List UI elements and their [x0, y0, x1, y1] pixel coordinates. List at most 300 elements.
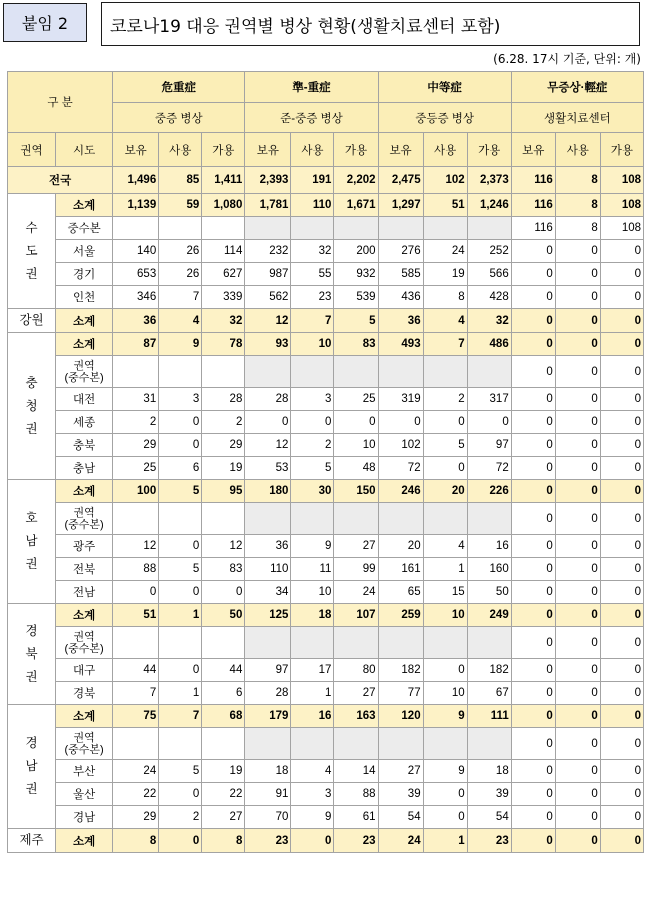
table-cell: 0 [113, 581, 159, 604]
table-cell [113, 217, 159, 240]
table-cell: 53 [245, 457, 291, 480]
table-cell: 111 [467, 705, 511, 728]
city-label: 인천 [56, 286, 113, 309]
table-cell: 125 [245, 604, 291, 627]
table-cell: 1,671 [334, 194, 378, 217]
table-cell: 0 [555, 806, 600, 829]
table-cell: 0 [600, 356, 643, 388]
table-cell: 486 [467, 333, 511, 356]
table-cell: 120 [378, 705, 423, 728]
table-cell: 0 [600, 627, 643, 659]
table-cell [159, 627, 202, 659]
attachment-badge: 붙임 2 [3, 3, 87, 42]
table-cell: 93 [245, 333, 291, 356]
table-cell: 4 [159, 309, 202, 333]
table-cell: 9 [291, 806, 334, 829]
col-region-header: 권역 [8, 133, 56, 167]
table-row [8, 627, 644, 659]
table-cell: 54 [467, 806, 511, 829]
table-cell: 10 [423, 604, 467, 627]
city-label-line1: 권역 [73, 359, 95, 372]
table-cell [202, 627, 245, 659]
table-cell: 0 [159, 783, 202, 806]
table-cell: 0 [291, 411, 334, 434]
table-cell: 32 [291, 240, 334, 263]
table-cell: 6 [202, 682, 245, 705]
table-row [8, 333, 644, 356]
city-label: 세종 [56, 411, 113, 434]
table-cell: 191 [291, 167, 334, 194]
city-label: 서울 [56, 240, 113, 263]
table-cell [113, 728, 159, 760]
table-cell [378, 728, 423, 760]
table-cell: 232 [245, 240, 291, 263]
city-label-line1: 권역 [73, 630, 95, 643]
table-row [8, 411, 644, 434]
table-cell: 0 [511, 411, 555, 434]
table-cell: 0 [600, 783, 643, 806]
table-cell: 0 [555, 682, 600, 705]
city-label: 소계 [56, 705, 113, 728]
table-cell [245, 728, 291, 760]
table-cell: 34 [245, 581, 291, 604]
table-cell: 110 [245, 558, 291, 581]
table-cell: 0 [511, 760, 555, 783]
table-cell: 0 [600, 333, 643, 356]
table-cell: 436 [378, 286, 423, 309]
city-label [56, 356, 113, 388]
table-cell: 7 [291, 309, 334, 333]
table-cell: 91 [245, 783, 291, 806]
table-cell: 22 [202, 783, 245, 806]
table-cell: 0 [555, 829, 600, 853]
table-cell: 4 [423, 309, 467, 333]
region-label: 호 남 권 [8, 480, 56, 604]
table-cell: 116 [511, 217, 555, 240]
table-cell: 0 [555, 480, 600, 503]
table-cell [291, 728, 334, 760]
table-cell: 0 [291, 829, 334, 853]
table-cell [334, 627, 378, 659]
col-label: 사용 [159, 133, 202, 167]
table-cell: 0 [555, 411, 600, 434]
city-label-line1: 권역 [73, 731, 95, 744]
table-cell: 3 [159, 388, 202, 411]
table-cell: 0 [159, 411, 202, 434]
table-cell: 25 [334, 388, 378, 411]
table-cell: 0 [555, 457, 600, 480]
table-cell [245, 627, 291, 659]
table-cell: 18 [467, 760, 511, 783]
table-cell: 23 [245, 829, 291, 853]
city-label: 울산 [56, 783, 113, 806]
table-cell: 1,139 [113, 194, 159, 217]
table-cell: 161 [378, 558, 423, 581]
table-cell: 0 [159, 659, 202, 682]
table-row [8, 457, 644, 480]
table-cell: 160 [467, 558, 511, 581]
table-cell: 0 [511, 434, 555, 457]
table-row [8, 217, 644, 240]
table-cell: 9 [423, 760, 467, 783]
table-cell: 0 [600, 434, 643, 457]
table-cell: 0 [511, 682, 555, 705]
table-cell [113, 356, 159, 388]
table-row [8, 309, 644, 333]
table-cell: 4 [423, 535, 467, 558]
table-cell: 27 [334, 535, 378, 558]
table-cell: 2,475 [378, 167, 423, 194]
table-cell: 108 [600, 167, 643, 194]
table-cell: 0 [600, 659, 643, 682]
col-label: 보유 [245, 133, 291, 167]
table-cell: 252 [467, 240, 511, 263]
table-cell: 932 [334, 263, 378, 286]
table-row [8, 728, 644, 760]
table-cell: 0 [600, 760, 643, 783]
table-cell: 114 [202, 240, 245, 263]
table-cell: 226 [467, 480, 511, 503]
table-cell: 65 [378, 581, 423, 604]
table-cell: 97 [467, 434, 511, 457]
region-label: 경 북 권 [8, 604, 56, 705]
table-cell: 28 [202, 388, 245, 411]
table-cell: 179 [245, 705, 291, 728]
col-label: 사용 [555, 133, 600, 167]
table-cell: 24 [378, 829, 423, 853]
table-cell [245, 503, 291, 535]
table-cell: 0 [511, 263, 555, 286]
table-cell: 0 [600, 457, 643, 480]
table-cell [245, 356, 291, 388]
table-cell [334, 503, 378, 535]
city-label: 소계 [56, 480, 113, 503]
table-cell: 0 [555, 728, 600, 760]
table-cell: 83 [202, 558, 245, 581]
table-cell: 72 [378, 457, 423, 480]
table-cell: 23 [291, 286, 334, 309]
table-cell: 59 [159, 194, 202, 217]
city-label: 경북 [56, 682, 113, 705]
table-cell: 44 [202, 659, 245, 682]
group-semicritical-header: 準-重症 [245, 72, 378, 103]
table-cell: 249 [467, 604, 511, 627]
table-cell: 0 [600, 604, 643, 627]
table-cell [467, 503, 511, 535]
table-cell: 39 [378, 783, 423, 806]
city-label: 소계 [56, 333, 113, 356]
table-cell: 26 [159, 263, 202, 286]
table-cell: 0 [511, 535, 555, 558]
table-cell: 15 [423, 581, 467, 604]
table-cell: 48 [334, 457, 378, 480]
city-label-line2: (중수본) [64, 743, 104, 756]
table-cell: 50 [467, 581, 511, 604]
table-cell: 3 [291, 388, 334, 411]
table-cell: 24 [423, 240, 467, 263]
table-cell: 0 [555, 604, 600, 627]
table-cell: 0 [600, 829, 643, 853]
table-cell: 7 [113, 682, 159, 705]
city-label: 전남 [56, 581, 113, 604]
table-cell: 2 [291, 434, 334, 457]
region-label: 경 남 권 [8, 705, 56, 829]
table-cell: 0 [600, 682, 643, 705]
table-cell: 51 [423, 194, 467, 217]
table-cell: 0 [600, 263, 643, 286]
table-cell: 2 [202, 411, 245, 434]
table-cell [423, 728, 467, 760]
table-cell: 19 [202, 760, 245, 783]
table-cell: 2,202 [334, 167, 378, 194]
table-row [8, 434, 644, 457]
table-cell: 2 [113, 411, 159, 434]
table-cell: 8 [555, 167, 600, 194]
table-row [8, 705, 644, 728]
table-cell: 0 [600, 388, 643, 411]
table-cell: 0 [600, 503, 643, 535]
table-cell: 627 [202, 263, 245, 286]
table-row [8, 558, 644, 581]
table-cell [291, 217, 334, 240]
table-cell: 0 [511, 240, 555, 263]
table-row [8, 194, 644, 217]
table-cell: 24 [113, 760, 159, 783]
city-label: 대전 [56, 388, 113, 411]
table-cell: 0 [555, 263, 600, 286]
table-cell [378, 503, 423, 535]
gubun-header: 구 분 [8, 72, 113, 133]
table-cell: 12 [113, 535, 159, 558]
table-cell: 5 [423, 434, 467, 457]
table-cell [378, 217, 423, 240]
table-cell: 72 [467, 457, 511, 480]
basis-note: (6.28. 17시 기준, 단위: 개) [493, 52, 641, 66]
table-cell: 6 [159, 457, 202, 480]
table-cell: 246 [378, 480, 423, 503]
table-cell: 0 [555, 356, 600, 388]
table-cell: 1,297 [378, 194, 423, 217]
table-cell: 140 [113, 240, 159, 263]
region-label: 강원 [8, 309, 56, 333]
city-label-line2: (중수본) [64, 371, 104, 384]
table-cell: 26 [159, 240, 202, 263]
table-cell: 7 [159, 286, 202, 309]
table-cell: 0 [423, 659, 467, 682]
table-cell: 80 [334, 659, 378, 682]
table-cell: 10 [334, 434, 378, 457]
table-cell: 2 [423, 388, 467, 411]
table-cell: 2,393 [245, 167, 291, 194]
bed-status-table [7, 71, 644, 853]
table-cell: 259 [378, 604, 423, 627]
table-cell: 8 [113, 829, 159, 853]
table-cell: 0 [511, 503, 555, 535]
table-cell: 19 [202, 457, 245, 480]
table-row [8, 659, 644, 682]
table-row [8, 388, 644, 411]
table-cell: 0 [511, 333, 555, 356]
table-cell: 0 [600, 309, 643, 333]
table-cell: 0 [600, 535, 643, 558]
table-row [8, 480, 644, 503]
table-cell: 55 [291, 263, 334, 286]
city-label: 소계 [56, 829, 113, 853]
table-cell: 5 [159, 558, 202, 581]
table-cell: 24 [334, 581, 378, 604]
table-cell: 1,781 [245, 194, 291, 217]
table-cell: 25 [113, 457, 159, 480]
table-cell: 9 [291, 535, 334, 558]
table-cell: 88 [334, 783, 378, 806]
table-cell: 27 [378, 760, 423, 783]
table-row [8, 806, 644, 829]
table-cell: 20 [423, 480, 467, 503]
table-cell: 0 [159, 434, 202, 457]
table-row [8, 581, 644, 604]
table-cell: 9 [159, 333, 202, 356]
table-row [8, 760, 644, 783]
col-label: 가용 [334, 133, 378, 167]
table-cell: 0 [555, 581, 600, 604]
table-cell: 51 [113, 604, 159, 627]
table-cell: 12 [245, 309, 291, 333]
table-cell: 585 [378, 263, 423, 286]
table-cell: 22 [113, 783, 159, 806]
table-cell: 317 [467, 388, 511, 411]
table-cell: 18 [245, 760, 291, 783]
table-cell: 0 [600, 728, 643, 760]
table-row [8, 167, 644, 194]
col-city-header: 시도 [56, 133, 113, 167]
table-cell: 27 [202, 806, 245, 829]
table-cell: 0 [600, 806, 643, 829]
table-cell: 29 [113, 434, 159, 457]
table-cell: 97 [245, 659, 291, 682]
table-cell: 0 [511, 558, 555, 581]
table-cell: 0 [511, 581, 555, 604]
table-cell: 0 [555, 783, 600, 806]
table-cell: 61 [334, 806, 378, 829]
table-cell [467, 356, 511, 388]
table-cell [334, 728, 378, 760]
table-cell: 1,246 [467, 194, 511, 217]
table-cell: 10 [291, 333, 334, 356]
table-cell: 0 [555, 705, 600, 728]
table-cell: 0 [600, 240, 643, 263]
table-cell: 5 [334, 309, 378, 333]
city-label: 경기 [56, 263, 113, 286]
table-cell: 339 [202, 286, 245, 309]
table-cell: 0 [159, 829, 202, 853]
table-cell: 0 [159, 581, 202, 604]
table-cell: 16 [291, 705, 334, 728]
table-cell: 539 [334, 286, 378, 309]
table-cell [378, 627, 423, 659]
table-cell: 116 [511, 167, 555, 194]
table-cell: 83 [334, 333, 378, 356]
table-cell [467, 217, 511, 240]
table-cell: 10 [291, 581, 334, 604]
city-label: 전북 [56, 558, 113, 581]
table-cell: 0 [511, 659, 555, 682]
table-row [8, 263, 644, 286]
city-label: 충남 [56, 457, 113, 480]
table-cell: 0 [600, 480, 643, 503]
city-label [56, 503, 113, 535]
group-critical-header: 危重症 [113, 72, 245, 103]
table-cell: 18 [291, 604, 334, 627]
table-row [8, 604, 644, 627]
table-cell: 36 [245, 535, 291, 558]
table-cell: 108 [600, 217, 643, 240]
table-cell: 319 [378, 388, 423, 411]
table-cell: 0 [600, 705, 643, 728]
col-label: 가용 [202, 133, 245, 167]
table-cell: 163 [334, 705, 378, 728]
city-label-line1: 권역 [73, 506, 95, 519]
table-cell: 0 [334, 411, 378, 434]
table-cell [423, 503, 467, 535]
city-label [56, 728, 113, 760]
table-cell [113, 503, 159, 535]
table-cell: 116 [511, 194, 555, 217]
table-cell: 27 [334, 682, 378, 705]
table-cell: 0 [555, 503, 600, 535]
table-cell: 0 [511, 627, 555, 659]
table-cell [159, 217, 202, 240]
table-cell: 100 [113, 480, 159, 503]
group-mild-header: 무증상·輕症 [511, 72, 643, 103]
col-label: 사용 [423, 133, 467, 167]
region-label: 충 청 권 [8, 333, 56, 480]
table-cell: 0 [555, 535, 600, 558]
table-cell: 0 [159, 535, 202, 558]
city-label-line2: (중수본) [64, 642, 104, 655]
table-cell: 23 [334, 829, 378, 853]
table-cell: 14 [334, 760, 378, 783]
table-cell: 20 [378, 535, 423, 558]
table-cell: 29 [202, 434, 245, 457]
table-cell [159, 503, 202, 535]
table-cell: 0 [555, 627, 600, 659]
table-cell: 0 [511, 457, 555, 480]
table-cell: 0 [378, 411, 423, 434]
table-cell: 11 [291, 558, 334, 581]
table-cell [334, 356, 378, 388]
table-cell: 0 [423, 783, 467, 806]
national-label: 전국 [8, 167, 113, 194]
table-cell: 67 [467, 682, 511, 705]
table-cell: 95 [202, 480, 245, 503]
table-cell: 8 [555, 194, 600, 217]
table-cell: 110 [291, 194, 334, 217]
table-cell: 85 [159, 167, 202, 194]
table-cell: 346 [113, 286, 159, 309]
table-cell: 0 [555, 240, 600, 263]
group-moderate-header: 中等症 [378, 72, 511, 103]
table-cell: 39 [467, 783, 511, 806]
table-cell: 566 [467, 263, 511, 286]
table-cell: 0 [600, 411, 643, 434]
table-cell: 1 [159, 604, 202, 627]
table-cell: 0 [555, 659, 600, 682]
table-cell: 36 [378, 309, 423, 333]
table-cell: 1 [159, 682, 202, 705]
table-row [8, 783, 644, 806]
table-cell: 5 [291, 457, 334, 480]
table-cell: 428 [467, 286, 511, 309]
